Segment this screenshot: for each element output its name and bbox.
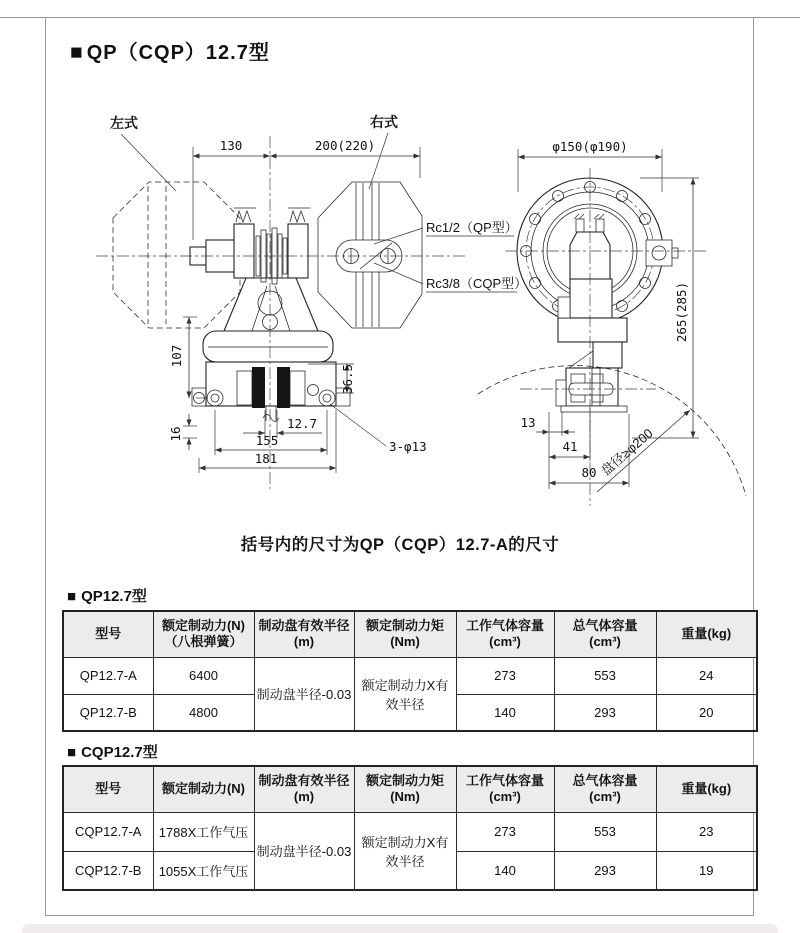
cell-working-volume: 273 (456, 812, 554, 851)
cqp-spec-table (62, 765, 758, 891)
port-cqp-callout: Rc3/8（CQP型） (426, 276, 528, 291)
cell-radius-formula: 制动盘半径-0.03 (254, 657, 354, 731)
header-label: 额定制动力矩 (365, 618, 444, 633)
right-view-drawing (478, 178, 746, 496)
header-label: （八根弹簧） (164, 634, 243, 650)
cell-radius-formula: 制动盘半径-0.03 (254, 812, 354, 890)
page-title (70, 36, 270, 65)
cell-working-volume: 140 (456, 694, 554, 731)
cell-total-volume: 293 (554, 694, 656, 731)
cell-weight: 19 (656, 851, 757, 890)
qp-section-title (67, 585, 147, 606)
header-label: (cm³) (589, 634, 621, 650)
dim-flange-dia: φ150(φ190) (552, 139, 628, 154)
header-label: 工作气体容量 (465, 773, 544, 788)
table-row (63, 812, 757, 851)
table-header-row (63, 611, 757, 657)
header-label: 型号 (95, 781, 122, 797)
col-model (63, 611, 153, 657)
cell-force: 1055X工作气压 (153, 851, 254, 890)
spring-symbol (290, 211, 305, 222)
col-rated-force (153, 766, 254, 812)
header-label: (cm³) (589, 789, 621, 805)
header-label: 额定制动力矩 (365, 773, 444, 788)
dim-12-7: 12.7 (286, 416, 318, 431)
footer-bar (22, 924, 778, 933)
cell-force: 1788X工作气压 (153, 812, 254, 851)
header-label: 制动盘有效半径 (258, 773, 350, 788)
cell-weight: 24 (656, 657, 757, 694)
dim-181: 181 (254, 451, 278, 466)
bracket-dimension-note: 括号内的尺寸为QP（CQP）12.7-A的尺寸 (240, 536, 560, 554)
header-label: (cm³) (489, 634, 521, 650)
header-label: 制动盘有效半径 (258, 618, 350, 633)
cell-working-volume: 273 (456, 657, 554, 694)
dim-200-220: 200(220) (314, 138, 376, 153)
cqp-section-title-text: CQP12.7型 (81, 744, 158, 761)
cell-model: CQP12.7-B (63, 851, 153, 890)
header-label: 型号 (95, 626, 122, 642)
cell-model: CQP12.7-A (63, 812, 153, 851)
cell-force: 4800 (153, 694, 254, 731)
col-effective-radius (254, 766, 354, 812)
cell-model: QP12.7-B (63, 694, 153, 731)
col-rated-torque (354, 611, 456, 657)
header-label: 重量(kg) (681, 781, 732, 797)
header-label: (m) (293, 634, 315, 650)
title-square-marker: ■ (70, 41, 84, 64)
cell-weight: 23 (656, 812, 757, 851)
table-row (63, 657, 757, 694)
header-label: 额定制动力(N) (161, 618, 246, 633)
col-rated-force (153, 611, 254, 657)
col-working-volume (456, 766, 554, 812)
col-total-volume (554, 611, 656, 657)
cell-model: QP12.7-A (63, 657, 153, 694)
cell-working-volume: 140 (456, 851, 554, 890)
technical-drawing (0, 75, 800, 525)
header-label: (cm³) (489, 789, 521, 805)
header-label: 总气体容量 (572, 618, 638, 633)
cell-weight: 20 (656, 694, 757, 731)
qp-section-title-text: QP12.7型 (81, 588, 147, 605)
col-model (63, 766, 153, 812)
col-working-volume (456, 611, 554, 657)
header-label: (m) (293, 789, 315, 805)
hole-callout: 3-φ13 (389, 439, 427, 454)
dim-155: 155 (255, 433, 279, 448)
left-style-label: 左式 (110, 115, 138, 131)
cell-torque-formula: 额定制动力X有效半径 (354, 657, 456, 731)
col-effective-radius (254, 611, 354, 657)
table-header-row (63, 766, 757, 812)
dim-36-5: 36.5 (340, 363, 355, 395)
col-weight (656, 611, 757, 657)
dim-80: 80 (581, 465, 597, 480)
qp-spec-table (62, 610, 758, 732)
port-qp-callout: Rc1/2（QP型） (426, 220, 518, 235)
right-style-label: 右式 (370, 114, 398, 130)
cell-total-volume: 293 (554, 851, 656, 890)
page-title-text: QP（CQP）12.7型 (86, 42, 270, 64)
brake-pad (277, 367, 290, 408)
header-label: (Nm) (390, 634, 420, 650)
header-label: 额定制动力(N) (161, 781, 246, 797)
col-total-volume (554, 766, 656, 812)
cell-torque-formula: 额定制动力X有效半径 (354, 812, 456, 890)
header-label: 工作气体容量 (465, 618, 544, 633)
dim-107: 107 (169, 344, 184, 368)
section-square-marker: ■ (67, 588, 77, 605)
section-square-marker: ■ (67, 744, 77, 761)
col-rated-torque (354, 766, 456, 812)
brake-pad (252, 367, 265, 408)
left-view-drawing (113, 182, 422, 422)
cell-total-volume: 553 (554, 812, 656, 851)
dim-130: 130 (219, 138, 243, 153)
cell-total-volume: 553 (554, 657, 656, 694)
header-label: 总气体容量 (572, 773, 638, 788)
header-label: (Nm) (390, 789, 420, 805)
col-weight (656, 766, 757, 812)
cqp-section-title (67, 741, 158, 762)
dim-13: 13 (520, 415, 536, 430)
disc-diameter-note: 盘径≥φ200 (598, 425, 656, 479)
dimensions (168, 138, 699, 489)
header-label: 重量(kg) (681, 626, 732, 642)
cell-force: 6400 (153, 657, 254, 694)
dim-265-285: 265(285) (674, 281, 689, 343)
dim-16: 16 (168, 426, 183, 442)
dim-41: 41 (562, 439, 578, 454)
